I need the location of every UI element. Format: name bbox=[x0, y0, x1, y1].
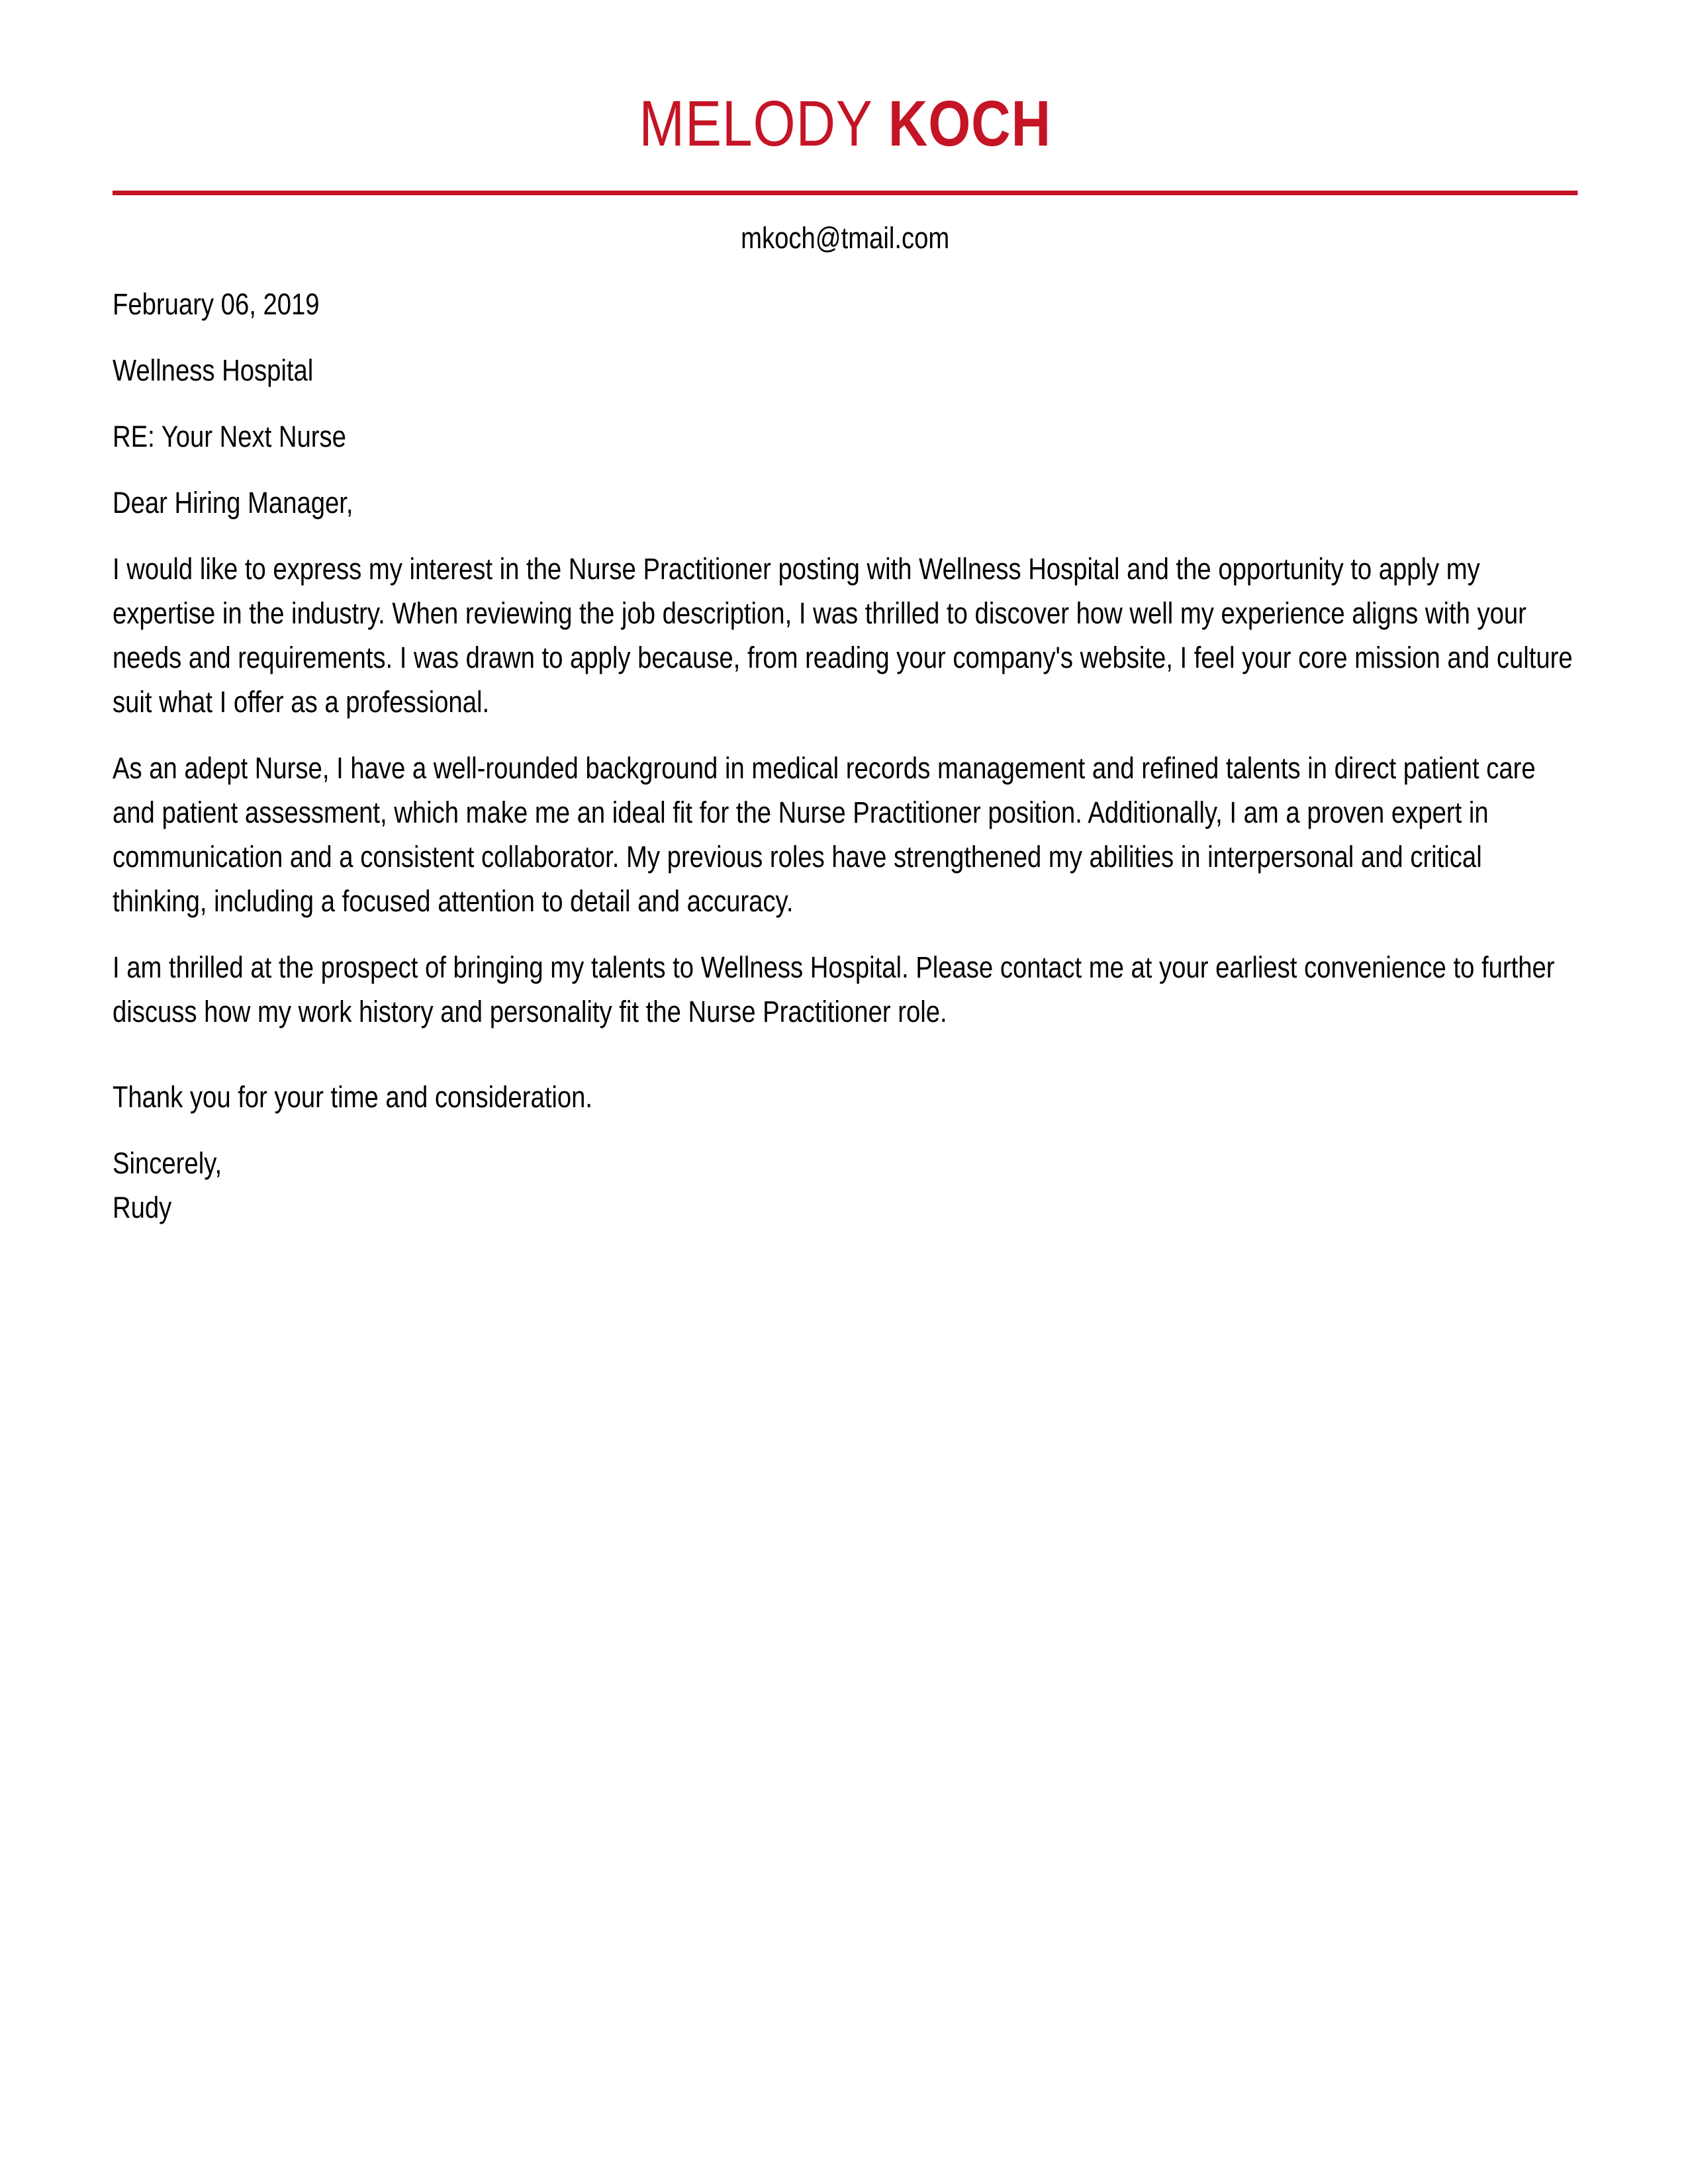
salutation: Dear Hiring Manager, bbox=[113, 486, 353, 520]
body-paragraph-3: I am thrilled at the prospect of bringing my talents to Wellness Hospital. Please contact me at your earliest convenience to further discuss how my work history and personality fit the Nurse Practitioner role. bbox=[113, 950, 1555, 1028]
header-first-name: MELODY bbox=[639, 87, 873, 159]
closing-phrase: Sincerely, bbox=[113, 1146, 222, 1180]
thanks-paragraph: Thank you for your time and consideration. bbox=[113, 1080, 593, 1114]
body-paragraph-1: I would like to express my interest in the Nurse Practitioner posting with Wellness Hospital and the opportunity to apply my expertise in the industry. When reviewing the job description, I was thrilled to discover how well my experience aligns with your needs and requirements. I was drawn to apply because, from reading your company's website, I feel your core mission and culture suit what I offer as a professional. bbox=[113, 552, 1573, 719]
subject-line: RE: Your Next Nurse bbox=[113, 420, 346, 453]
header-email: mkoch@tmail.com bbox=[741, 221, 950, 255]
letter-date: February 06, 2019 bbox=[113, 287, 320, 321]
page-title bbox=[113, 87, 1577, 159]
page-content bbox=[113, 0, 1577, 1230]
header-divider bbox=[113, 191, 1577, 195]
signature-name: Rudy bbox=[113, 1191, 172, 1224]
header-last-name: KOCH bbox=[888, 87, 1051, 159]
letter-body bbox=[113, 282, 1577, 1230]
recipient-name: Wellness Hospital bbox=[113, 353, 314, 387]
body-paragraph-2: As an adept Nurse, I have a well-rounded background in medical records management and refined talents in direct patient care and patient assessment, which make me an ideal fit for the Nurse Practitioner position. Additionally, I am a proven expert in communication and a consistent collaborator. My previous roles have strengthened my abilities in interpersonal and critical thinking, including a focused attention to detail and accuracy. bbox=[113, 751, 1536, 918]
closing-block bbox=[113, 1141, 1577, 1230]
